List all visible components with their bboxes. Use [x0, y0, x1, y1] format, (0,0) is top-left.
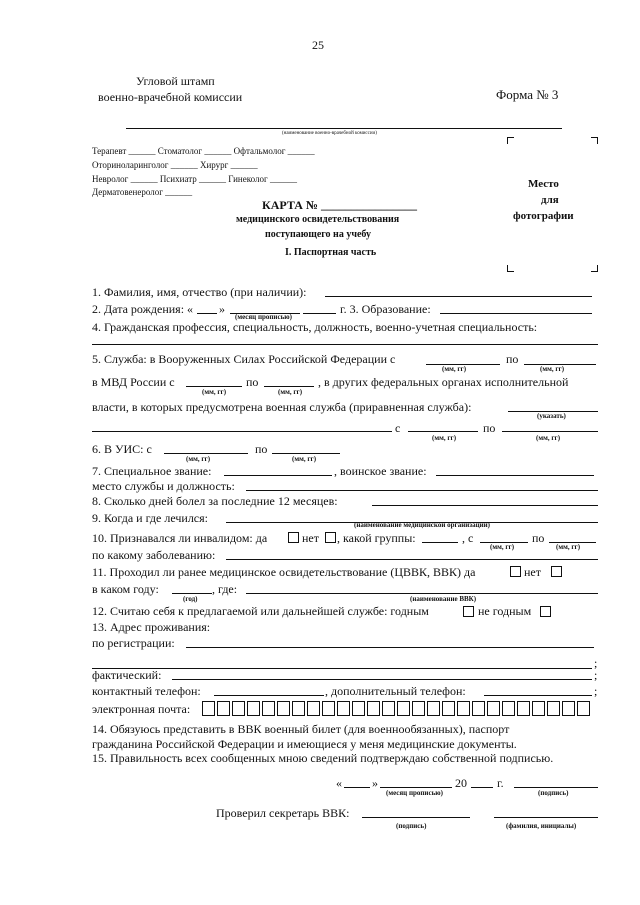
name-caption: (фамилия, инициалы) — [506, 822, 577, 830]
actual-address-label: фактический: — [92, 668, 162, 682]
sign-caption: (подпись) — [396, 822, 427, 830]
email-char-cell[interactable] — [307, 701, 320, 716]
email-char-cell[interactable] — [517, 701, 530, 716]
sign-caption: (подпись) — [538, 789, 569, 797]
service-place-label: место службы и должность: — [92, 479, 235, 493]
field-11-label: 11. Проходил ли ранее медицинское освидетельствование (ЦВВК, ВВК) да — [92, 565, 476, 579]
mvd-label: в МВД России с — [92, 375, 175, 389]
profession-input[interactable] — [92, 344, 598, 345]
field-6-label: 6. В УИС: с — [92, 442, 152, 456]
page-number: 25 — [312, 38, 324, 52]
organ-to-input[interactable] — [502, 431, 598, 432]
to-label: по — [255, 442, 268, 456]
specify-caption: (указать) — [537, 412, 566, 420]
field-2-quote: » — [219, 302, 225, 316]
sick-days-input[interactable] — [372, 505, 598, 506]
prior-exam-no-label: нет — [524, 565, 541, 579]
email-char-cell[interactable] — [562, 701, 575, 716]
email-label: электронная почта: — [92, 702, 191, 716]
prior-exam-yes-checkbox[interactable] — [510, 566, 521, 577]
education-input[interactable] — [440, 313, 592, 314]
email-char-cell[interactable] — [442, 701, 455, 716]
email-char-cell[interactable] — [397, 701, 410, 716]
stamp-line-2: военно-врачебной комиссии — [98, 90, 243, 104]
email-char-cell[interactable] — [367, 701, 380, 716]
field-14-line-2: гражданина Российской Федерации и имеющиеся у меня медицинские документы. — [92, 737, 517, 751]
email-char-cell[interactable] — [337, 701, 350, 716]
title-line-3: поступающего на учебу — [265, 229, 372, 240]
exam-where-label: , где: — [212, 582, 238, 596]
email-char-cell[interactable] — [427, 701, 440, 716]
title-line-2: медицинского освидетельствования — [236, 214, 400, 225]
disabled-yes-checkbox[interactable] — [288, 532, 299, 543]
phone-input[interactable] — [214, 695, 324, 696]
fit-checkbox[interactable] — [463, 606, 474, 617]
mmyy-caption: (мм, гг) — [278, 388, 303, 396]
field-1-label: 1. Фамилия, имя, отчество (при наличии): — [92, 285, 307, 299]
email-char-cell[interactable] — [487, 701, 500, 716]
card-title: КАРТА № ________________ — [262, 198, 417, 212]
photo-text-1: Место — [528, 178, 559, 190]
email-char-cell[interactable] — [262, 701, 275, 716]
actual-address-input[interactable] — [172, 679, 592, 680]
from-label: , с — [462, 531, 474, 545]
year-suffix: г. — [497, 776, 504, 790]
email-char-cell[interactable] — [502, 701, 515, 716]
email-char-cell[interactable] — [322, 701, 335, 716]
commission-line — [126, 128, 562, 129]
stamp-line-1: Угловой штамп — [136, 74, 215, 88]
disabled-no-label: нет — [302, 531, 319, 545]
organ-from-input[interactable] — [408, 431, 478, 432]
unfit-label: не годным — [478, 604, 532, 618]
year-20: 20 — [455, 776, 467, 790]
email-char-cell[interactable] — [232, 701, 245, 716]
email-char-cell[interactable] — [217, 701, 230, 716]
mmyy-caption: (мм, гг) — [556, 543, 581, 551]
email-char-cell[interactable] — [532, 701, 545, 716]
commission-caption: (наименование военно-врачебной комиссии) — [282, 131, 377, 136]
doctor-ent: Оториноларинголог ______ Хирург ______ — [92, 160, 258, 170]
doctor-neurologist: Невролог ______ Психиатр ______ Гинеколог ______ — [92, 174, 297, 184]
mmyy-caption: (мм, гг) — [186, 455, 211, 463]
email-char-cell[interactable] — [472, 701, 485, 716]
military-rank-input[interactable] — [436, 475, 594, 476]
mmyy-caption: (мм, гг) — [202, 388, 227, 396]
field-9-label: 9. Когда и где лечился: — [92, 511, 208, 525]
checked-by-label: Проверил секретарь ВВК: — [216, 806, 350, 820]
mmyy-caption: (мм, гг) — [490, 543, 515, 551]
doctor-dermatologist: Дерматовенеролог ______ — [92, 187, 193, 197]
other-organs-label: , в других федеральных органах исполнительной — [318, 375, 569, 389]
field-14-line-1: 14. Обязуюсь представить в ВВК военный билет (для военнообязанных), паспорт — [92, 722, 510, 736]
form-label: Форма № 3 — [496, 87, 559, 102]
fio-input[interactable] — [325, 296, 592, 297]
phone-label: контактный телефон: — [92, 684, 201, 698]
exam-where-input[interactable] — [246, 593, 598, 594]
email-char-cell[interactable] — [412, 701, 425, 716]
field-7-label: 7. Специальное звание: — [92, 464, 212, 478]
uis-to-input[interactable] — [272, 453, 340, 454]
to-label: по — [506, 352, 519, 366]
from-label: с — [395, 421, 401, 435]
exam-year-label: в каком году: — [92, 582, 159, 596]
email-char-cell[interactable] — [277, 701, 290, 716]
field-5-label: 5. Служба: в Вооруженных Силах Российской Федерации с — [92, 352, 396, 366]
special-rank-input[interactable] — [224, 475, 332, 476]
field-13-label: 13. Адрес проживания: — [92, 620, 211, 634]
to-label: по — [246, 375, 259, 389]
year-caption: (год) — [183, 595, 198, 603]
phone2-input[interactable] — [484, 695, 592, 696]
semicolon: ; — [594, 668, 598, 682]
mvd-to-input[interactable] — [264, 386, 314, 387]
disabled-no-checkbox[interactable] — [325, 532, 336, 543]
registration-input-2[interactable] — [92, 668, 592, 669]
unfit-checkbox[interactable] — [540, 606, 551, 617]
mmyy-caption: (мм, гг) — [292, 455, 317, 463]
military-rank-label: , воинское звание: — [334, 464, 427, 478]
date-close-quote: » — [372, 776, 378, 790]
field-12-label: 12. Считаю себя к предлагаемой или дальнейшей службе: годным — [92, 604, 429, 618]
field-2-label: 2. Дата рождения: « — [92, 302, 194, 316]
disease-label: по какому заболеванию: — [92, 548, 216, 562]
email-char-cell[interactable] — [382, 701, 395, 716]
birth-year-input[interactable] — [303, 313, 336, 314]
section-title: I. Паспортная часть — [285, 247, 377, 258]
semicolon: ; — [594, 684, 598, 698]
email-char-cell[interactable] — [247, 701, 260, 716]
mmyy-caption: (мм, гг) — [536, 434, 561, 442]
email-char-cell[interactable] — [457, 701, 470, 716]
semicolon: ; — [594, 656, 598, 670]
sign-day-input[interactable] — [344, 787, 370, 788]
mmyy-caption: (мм, гг) — [432, 434, 457, 442]
organ-name-input[interactable] — [92, 431, 392, 432]
photo-text-2: для — [541, 194, 559, 206]
mvd-from-input[interactable] — [186, 386, 242, 387]
uis-from-input[interactable] — [164, 453, 248, 454]
email-char-cell[interactable] — [202, 701, 215, 716]
date-open-quote: « — [336, 776, 342, 790]
field-4-label: 4. Гражданская профессия, специальность, должность, военно-учетная специальность: — [92, 320, 538, 334]
birth-month-caption: (месяц прописью) — [235, 313, 292, 321]
field-15: 15. Правильность всех сообщенных мною сведений подтверждаю собственной подписью. — [92, 751, 554, 765]
sign-month-input[interactable] — [380, 787, 452, 788]
email-char-cell[interactable] — [547, 701, 560, 716]
email-char-cell[interactable] — [352, 701, 365, 716]
photo-text-3: фотографии — [513, 210, 574, 222]
power-label: власти, в которых предусмотрена военная служба (приравненная служба): — [92, 400, 472, 414]
signature-input[interactable] — [514, 787, 598, 788]
service-place-input[interactable] — [246, 490, 598, 491]
mmyy-caption: (мм, гг) — [540, 365, 565, 373]
phone2-label: , дополнительный телефон: — [325, 684, 466, 698]
month-caption: (месяц прописью) — [386, 789, 443, 797]
registration-input[interactable] — [186, 647, 594, 648]
birth-day-input[interactable] — [197, 313, 217, 314]
field-8-label: 8. Сколько дней болел за последние 12 месяцев: — [92, 494, 338, 508]
to-label: по — [532, 531, 545, 545]
vvk-caption: (наименование ВВК) — [410, 595, 477, 603]
secretary-name-input[interactable] — [494, 817, 598, 818]
prior-exam-no-checkbox[interactable] — [551, 566, 562, 577]
doctor-therapist: Терапевт ______ Стоматолог ______ Офтальмолог ______ — [92, 146, 315, 156]
disability-group-label: , какой группы: — [337, 531, 416, 545]
exam-year-input[interactable] — [172, 593, 212, 594]
to-label: по — [483, 421, 496, 435]
sign-year-input[interactable] — [471, 787, 493, 788]
field-10-label: 10. Признавался ли инвалидом: да — [92, 531, 268, 545]
med-org-caption: (наименование медицинской организации) — [354, 521, 491, 529]
disease-input[interactable] — [226, 559, 598, 560]
email-char-cell[interactable] — [577, 701, 590, 716]
mmyy-caption: (мм, гг) — [442, 365, 467, 373]
field-3-label: г. 3. Образование: — [340, 302, 431, 316]
email-char-cell[interactable] — [292, 701, 305, 716]
secretary-signature-input[interactable] — [362, 817, 470, 818]
disability-group-input[interactable] — [422, 542, 458, 543]
registration-label: по регистрации: — [92, 636, 175, 650]
